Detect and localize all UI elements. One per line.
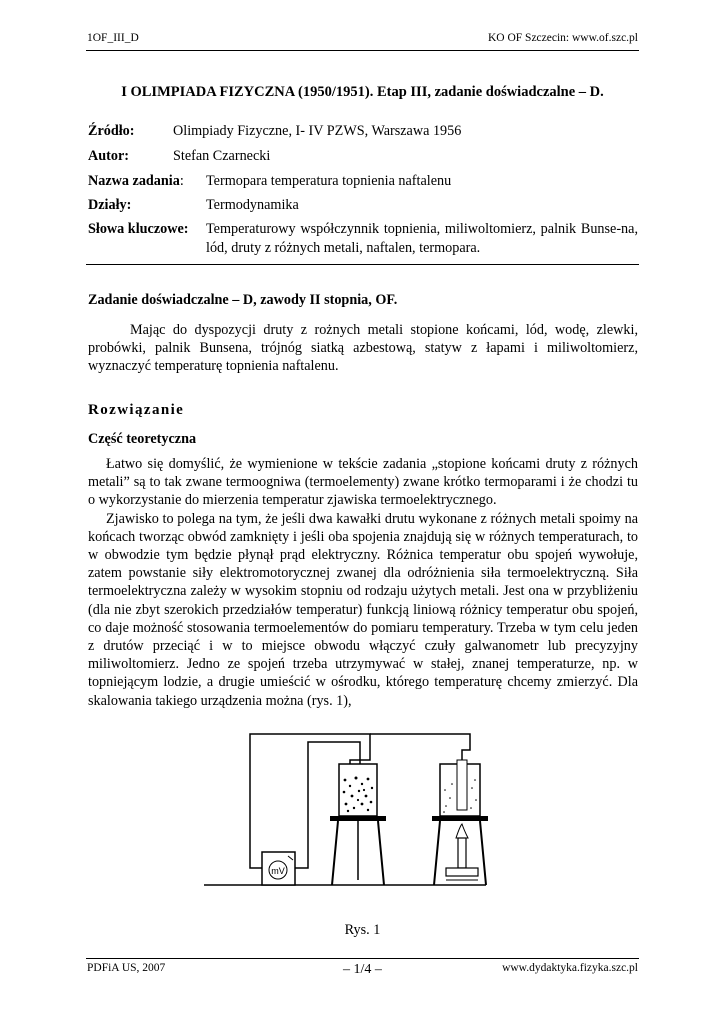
header-rule: [86, 50, 639, 51]
sections-label: Działy:: [88, 197, 132, 213]
keywords-value: Temperaturowy współczynnik topnienia, miliwoltomierz, palnik Bunse-na, lód, druty z różnych metali, naftalen, termopara.: [206, 221, 638, 256]
task-name-value: Termopara temperatura topnienia naftalenu: [206, 173, 452, 189]
task-paragraph: Mając do dyspozycji druty z rożnych metali stopione końcami, lód, wodę, zlewki, probówki, palnik Bunsena, trójnóg siatką azbestową, statyw z łapami i miliwoltomierz, wyznaczyć temperaturę topnienia naftalenu.: [88, 322, 638, 375]
footer-left: PDFiA US, 2007: [87, 962, 166, 974]
apparatus-figure: [200, 720, 490, 912]
burner-base: [446, 868, 478, 876]
page-number: – 1/4 –: [343, 962, 382, 977]
task-heading: Zadanie doświadczalne – D, zawody II stopnia, OF.: [88, 292, 398, 308]
footer-right: www.dydaktyka.fizyka.szc.pl: [502, 962, 638, 974]
meta-rule: [86, 264, 639, 265]
burner-flame: [456, 824, 468, 838]
header-left: 1OF_III_D: [87, 32, 139, 44]
theory-paragraph-2: Zjawisko to polega na tym, że jeśli dwa kawałki drutu wykonane z różnych metali spoimy na końcach tworząc obwód zamknięty i jeśli oba spojenia znajdują się w różnych temperaturach, to w obwodzie tym będzie płynął prąd elektryczny. Różnica temperatur obu spojeń wywołuje, zatem powstanie siły elektromotorycznej zwanej dla odróżnienia siła termoelektryczną. Siła termoelektryczna zależy w wysokim stopniu od rodzaju użytych metali. Jest ona w przybliżeniu (dla nie zbyt szerokich przedziałów temperatur) funkcją liniową różnicy temperatur obu spojeń, co daje możność stosowania termoelementów do pomiaru temperatury. Trzeba w tym celu jeden z drutów przeciąć i w to miejsce obwodu włączyć czuły galwanometr lub precyzyjny miliwoltomierz. Jedno ze spojeń trzeba utrzymywać w stałej, znanej temperaturze, np. w topniejącym lodzie, a drugie umieścić w ośrodku, którego temperaturę chcemy zmierzyć. Dla skalowania takiego urządzenia można (rys. 1),: [88, 510, 638, 709]
page-title: I OLIMPIADA FIZYCZNA (1950/1951). Etap III, zadanie doświadczalne – D.: [121, 84, 604, 100]
test-tube: [457, 760, 467, 810]
header-right: KO OF Szczecin: www.of.szc.pl: [488, 32, 638, 44]
task-name-label: Nazwa zadania:: [88, 173, 184, 189]
author-label: Autor:: [88, 148, 129, 164]
figure-caption: Rys. 1: [344, 922, 381, 938]
source-label: Źródło:: [88, 123, 135, 139]
theory-heading: Część teoretyczna: [88, 431, 197, 447]
source-value: Olimpiady Fizyczne, I- IV PZWS, Warszawa 1956: [173, 123, 462, 139]
author-value: Stefan Czarnecki: [173, 148, 271, 164]
ice-beaker: [339, 764, 377, 816]
solution-heading: Rozwiązanie: [88, 402, 185, 418]
keywords-label: Słowa kluczowe:: [88, 221, 189, 237]
burner-tube: [458, 838, 466, 868]
sections-value: Termodynamika: [206, 197, 299, 213]
theory-text: [88, 455, 638, 710]
task-text: [88, 321, 638, 376]
millivoltmeter-label: mV: [271, 866, 285, 876]
theory-paragraph-1: Łatwo się domyślić, że wymienione w tekście zadania „stopione końcami druty z różnych metali” są to tak zwane termoogniwa (termoelementy) zwane krótko termoparami i że chodzi tu o wykorzystanie do mierzenia temperatur zjawiska termoelektrycznego.: [88, 456, 638, 509]
footer-rule: [86, 958, 639, 959]
